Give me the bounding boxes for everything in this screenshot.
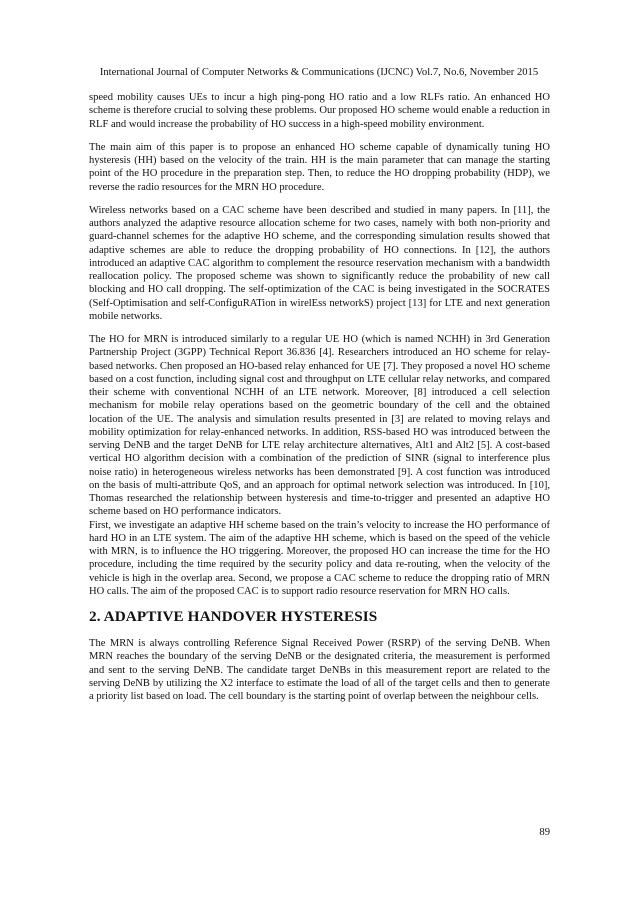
paragraph-mrn-ho-related-work: The HO for MRN is introduced similarly to a regular UE HO (which is named NCHH) in 3rd Generation Partnership Project (3GPP) Technical Report 36.836 [4]. Researchers introduced an HO scheme for relay-based networks. Chen proposed an HO-based relay enhanced for UE [7]. They proposed a novel HO scheme based on a cost function, including signal cost and throughput on LTE cellular relay networks, and compared their scheme with conventional NCHH of an LTE network. Moreover, [8] introduced a cell selection mechanism for mobile relay operations based on the geometric boundary of the cell and the obtained location of the UE. The analysis and simulation results presented in [3] are related to moving relays and mobility optimization for relay-enhanced networks. In addition, RSS-based HO was introduced between the serving DeNB and the target DeNB for LTE relay architecture alternatives, Alt1 and Alt2 [5]. A cost-based vertical HO algorithm decision with a combination of the prediction of SINR (signal to interference plus noise ratio) in heterogeneous wireless networks has been demonstrated [9]. A cost function was introduced on the basis of multi-attribute QoS, and an approach for optimal network selection was introduced. In [10], Thomas researched the relationship between hysteresis and time-to-trigger and presented an adaptive HO scheme based on HO performance indicators.	[89, 334, 550, 518]
running-header: International Journal of Computer Networks & Communications (IJCNC) Vol.7, No.6, November 2015	[99, 67, 539, 78]
paragraph-section-2-intro: The MRN is always controlling Reference Signal Received Power (RSRP) of the serving DeNB. When MRN reaches the boundary of the serving DeNB or the designated criteria, the measurement is performed and sent to the serving DeNB. The candidate target DeNBs in this measurement report are related to the serving DeNB by utilizing the X2 interface to estimate the load of all of the target cells and then to generate a priority list based on load. The cell boundary is the starting point of overlap between the neighbour cells.	[89, 638, 550, 702]
paragraph-main-aim: The main aim of this paper is to propose an enhanced HO scheme capable of dynamically tuning HO hysteresis (HH) based on the velocity of the train. HH is the main parameter that can manage the starting point of the HO procedure in the preparation step. Then, to reduce the HO dropping probability (HDP), we reverse the radio resources for the MRN HO procedure.	[89, 141, 550, 193]
paragraph-intro-continuation: speed mobility causes UEs to incur a high ping-pong HO ratio and a low RLFs ratio. An enhanced HO scheme is therefore crucial to solving these problems. Our proposed HO scheme would enable a reduction in RLF and would increase the probability of HO success in a high-speed mobility environment.	[89, 92, 550, 130]
body-text	[89, 91, 550, 713]
page-number: 89	[539, 827, 550, 838]
paragraph-cac-related-work: Wireless networks based on a CAC scheme have been described and studied in many papers. In [11], the authors analyzed the adaptive resource allocation scheme for two cases, namely with both non-priority and guard-channel schemes for the adaptive HO scheme, and the corresponding simulation results showed that adaptive schemes are able to reduce the dropping probability of HO connections. In [12], the authors introduced an adaptive CAC algorithm to complement the resource reservation mechanism with a bandwidth reallocation policy. The proposed scheme was shown to significantly reduce the probability of new call blocking and HO call dropping. The self-optimization of the CAC is being investigated in the SOCRATES (Self-Optimisation and self-ConfiguRATion in wirelEss networkS) project [13] for LTE and next generation mobile networks.	[89, 204, 550, 322]
section-heading: 2. ADAPTIVE HANDOVER HYSTERESIS	[89, 608, 378, 625]
paragraph-contributions: First, we investigate an adaptive HH scheme based on the train’s velocity to increase the HO performance of hard HO in an LTE system. The aim of the adaptive HH scheme, which is based on the speed of the vehicle with MRN, is to influence the HO triggering. Moreover, the proposed HO can increase the time for the HO procedure, including the time required by the security policy and data re-routing, when the velocity of the vehicle is high in the overlap area. Second, we propose a CAC scheme to reduce the dropping ratio of MRN HO calls. The aim of the proposed CAC is to support radio resource reservation for MRN HO calls.	[89, 519, 550, 597]
